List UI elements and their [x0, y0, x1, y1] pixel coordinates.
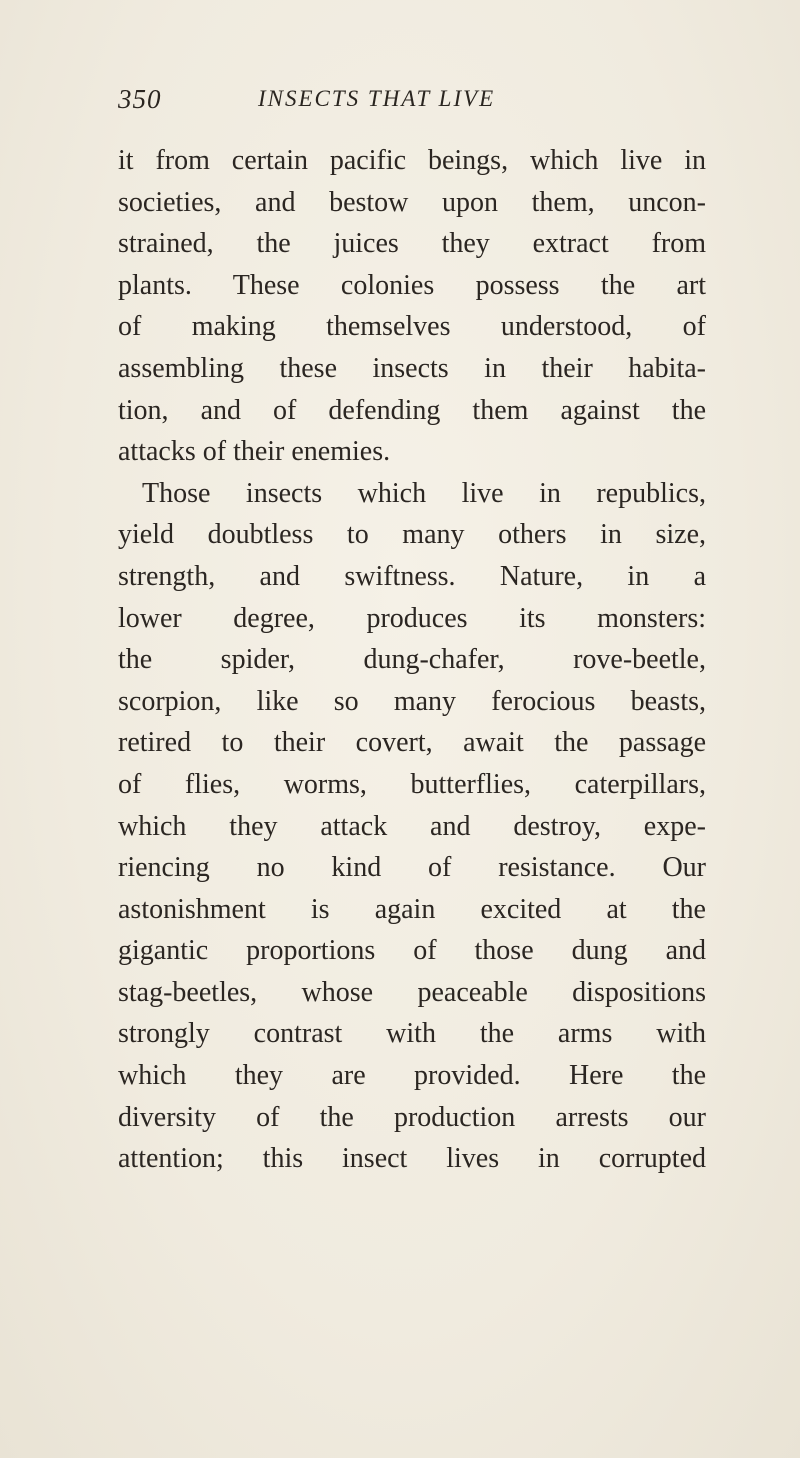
paragraph-end-line: attacks of their enemies.	[118, 436, 391, 468]
text-line: societies, and bestow upon them, uncon-	[118, 186, 706, 218]
text-line: attention; this insect lives in corrupted	[118, 1143, 706, 1175]
text-line: plants. These colonies possess the art	[118, 269, 706, 301]
text-line: of making themselves understood, of	[118, 311, 706, 343]
text-line: lower degree, produces its monsters:	[118, 602, 706, 634]
body-text	[118, 140, 706, 1180]
text-line: scorpion, like so many ferocious beasts,	[118, 685, 706, 717]
text-line: strongly contrast with the arms with	[118, 1018, 706, 1050]
running-head: INSECTS THAT LIVE	[258, 86, 496, 111]
text-line: strength, and swiftness. Nature, in a	[118, 560, 706, 592]
page-number: 350	[118, 84, 162, 114]
text-line: stag-beetles, whose peaceable dispositions	[118, 976, 706, 1008]
paragraph-start-line: Those insects which live in republics,	[142, 477, 706, 509]
text-line: yield doubtless to many others in size,	[118, 519, 706, 551]
text-line: the spider, dung-chafer, rove-beetle,	[118, 644, 706, 676]
text-line: which they attack and destroy, expe-	[118, 810, 706, 842]
page-header	[0, 84, 800, 124]
text-line: strained, the juices they extract from	[118, 228, 706, 260]
text-line: tion, and of defending them against the	[118, 394, 706, 426]
text-line: retired to their covert, await the passage	[118, 727, 706, 759]
text-line: astonishment is again excited at the	[118, 893, 706, 925]
text-line: diversity of the production arrests our	[118, 1101, 706, 1133]
text-line: riencing no kind of resistance. Our	[118, 852, 706, 884]
text-line: it from certain pacific beings, which live in	[118, 145, 706, 176]
text-line: which they are provided. Here the	[118, 1060, 706, 1092]
text-line: assembling these insects in their habita-	[118, 352, 706, 384]
text-line: of flies, worms, butterflies, caterpillars,	[118, 768, 706, 800]
text-line: gigantic proportions of those dung and	[118, 935, 706, 967]
